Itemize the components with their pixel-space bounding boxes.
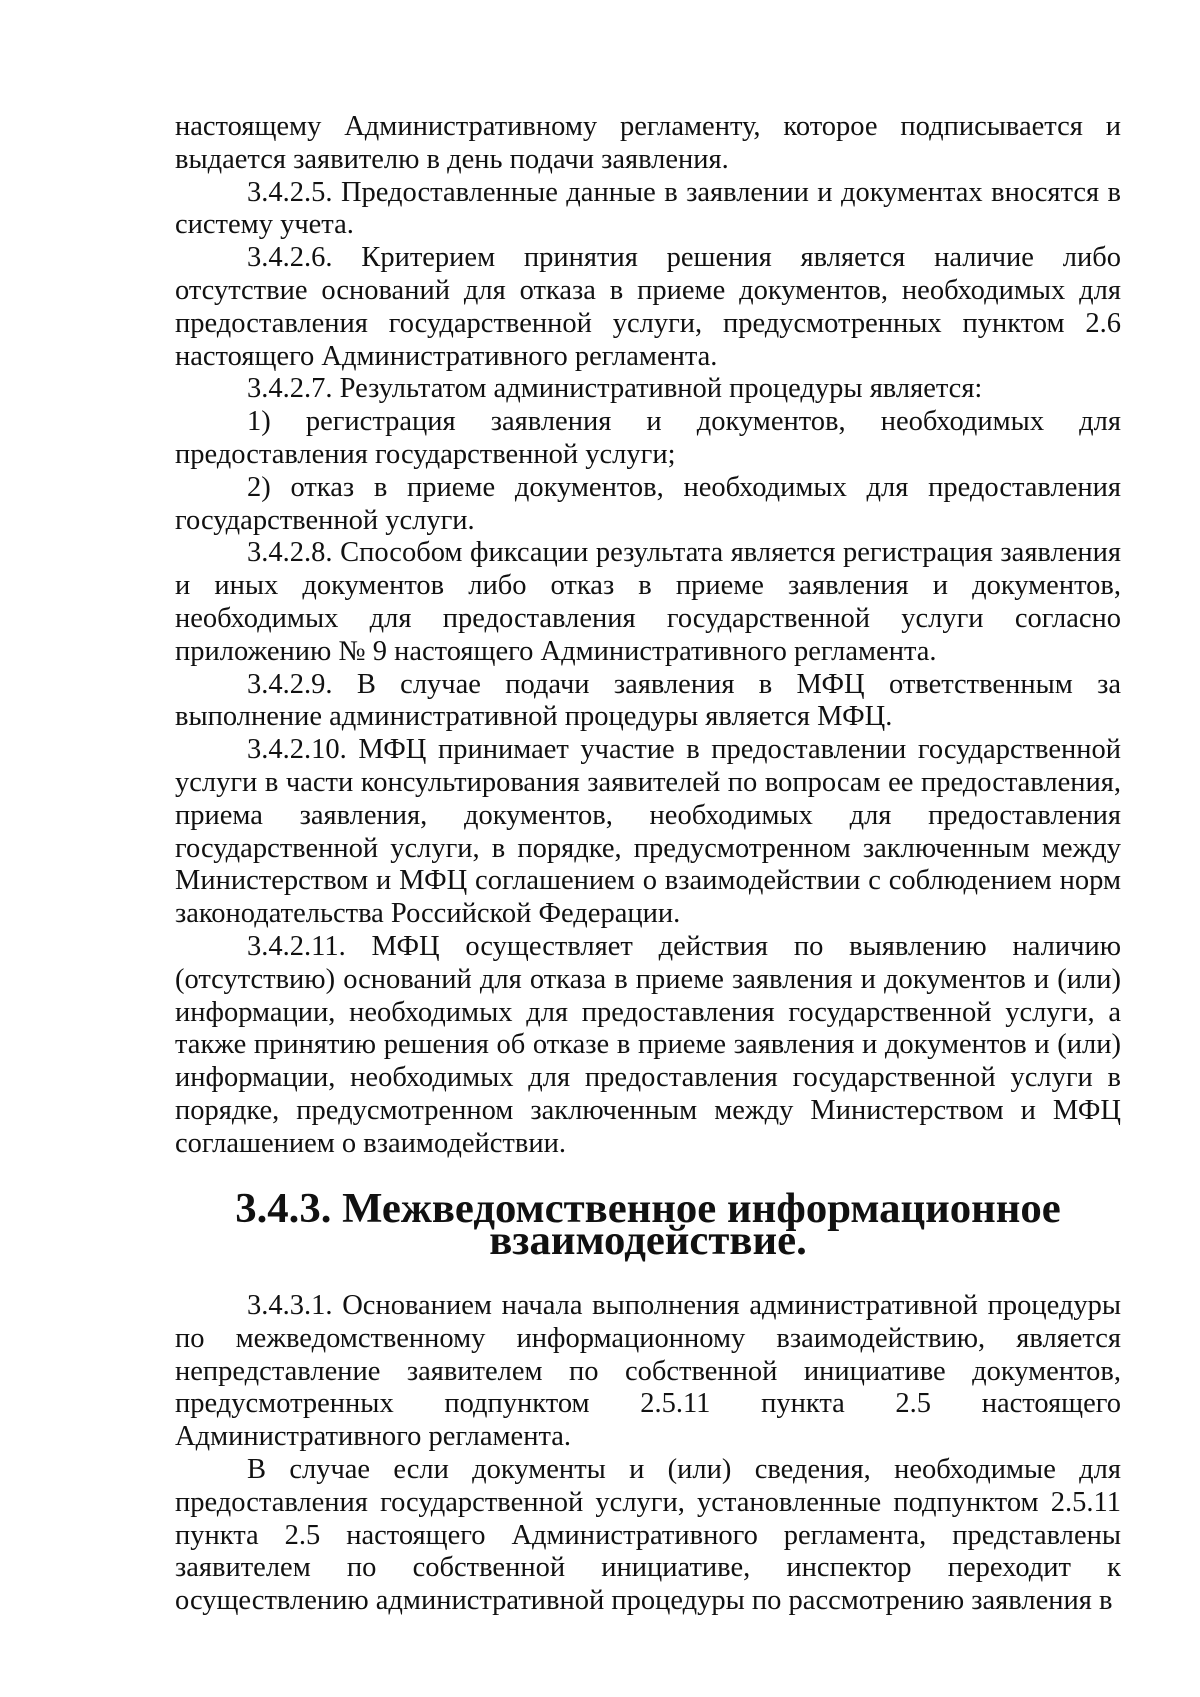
- section-heading-3-4-3: 3.4.3. Межведомственное информационное взаимодействие.: [235, 1184, 1061, 1265]
- document-page: [175, 111, 1121, 1618]
- paragraph-3-4-2-9: 3.4.2.9. В случае подачи заявления в МФЦ ответственным за выполнение административной процедуры является МФЦ.: [175, 668, 1121, 733]
- paragraph-3-4-2-10: 3.4.2.10. МФЦ принимает участие в предоставлении государственной услуги в части консультирования заявителей по вопросам ее предоставления, приема заявления, документов, необходимых для предоставления государственной услуги, в порядке, предусмотренном заключенным между Министерством и МФЦ соглашением о взаимодействии с соблюдением норм законодательства Российской Федерации.: [175, 734, 1121, 930]
- paragraph-3-4-3-1: 3.4.3.1. Основанием начала выполнения административной процедуры по межведомственному информационному взаимодействию, является непредставление заявителем по собственной инициативе документов, предусмотренных подпунктом 2.5.11 пункта 2.5 настоящего Административного регламента.: [175, 1290, 1121, 1453]
- list-item-1: 1) регистрация заявления и документов, необходимых для предоставления государственной услуги;: [175, 406, 1121, 470]
- list-item-2: 2) отказ в приеме документов, необходимых для предоставления государственной услуги.: [175, 471, 1121, 536]
- paragraph-3-4-2-7: 3.4.2.7. Результатом административной процедуры является:: [247, 373, 983, 405]
- paragraph-self-submitted-documents: В случае если документы и (или) сведения, необходимые для предоставления государственной услуги, установленные подпунктом 2.5.11 пункта 2.5 настоящего Административного регламента, представлены заявителем по собственной инициативе, инспектор переходит к осуществлению административной процедуры по рассмотрению заявления в: [175, 1454, 1121, 1617]
- paragraph-3-4-2-5: 3.4.2.5. Предоставленные данные в заявлении и документах вносятся в систему учета.: [175, 176, 1121, 241]
- paragraph-3-4-2-11: 3.4.2.11. МФЦ осуществляет действия по выявлению наличию (отсутствию) оснований для отказа в приеме заявления и документов и (или) информации, необходимых для предоставления государственной услуги, а также принятию решения об отказе в приеме заявления и документов и (или) информации, необходимых для предоставления государственной услуги в порядке, предусмотренном заключенным между Министерством и МФЦ соглашением о взаимодействии.: [175, 930, 1121, 1159]
- paragraph-3-4-2-8: 3.4.2.8. Способом фиксации результата является регистрация заявления и иных документов либо отказ в приеме заявления и документов, необходимых для предоставления государственной услуги согласно приложению № 9 настоящего Административного регламента.: [175, 537, 1121, 667]
- paragraph-continuation: настоящему Административному регламенту, которое подписывается и выдается заявителю в день подачи заявления.: [175, 111, 1121, 175]
- paragraph-3-4-2-6: 3.4.2.6. Критерием принятия решения является наличие либо отсутствие оснований для отказа в приеме документов, необходимых для предоставления государственной услуги, предусмотренных пунктом 2.6 настоящего Административного регламента.: [175, 242, 1121, 372]
